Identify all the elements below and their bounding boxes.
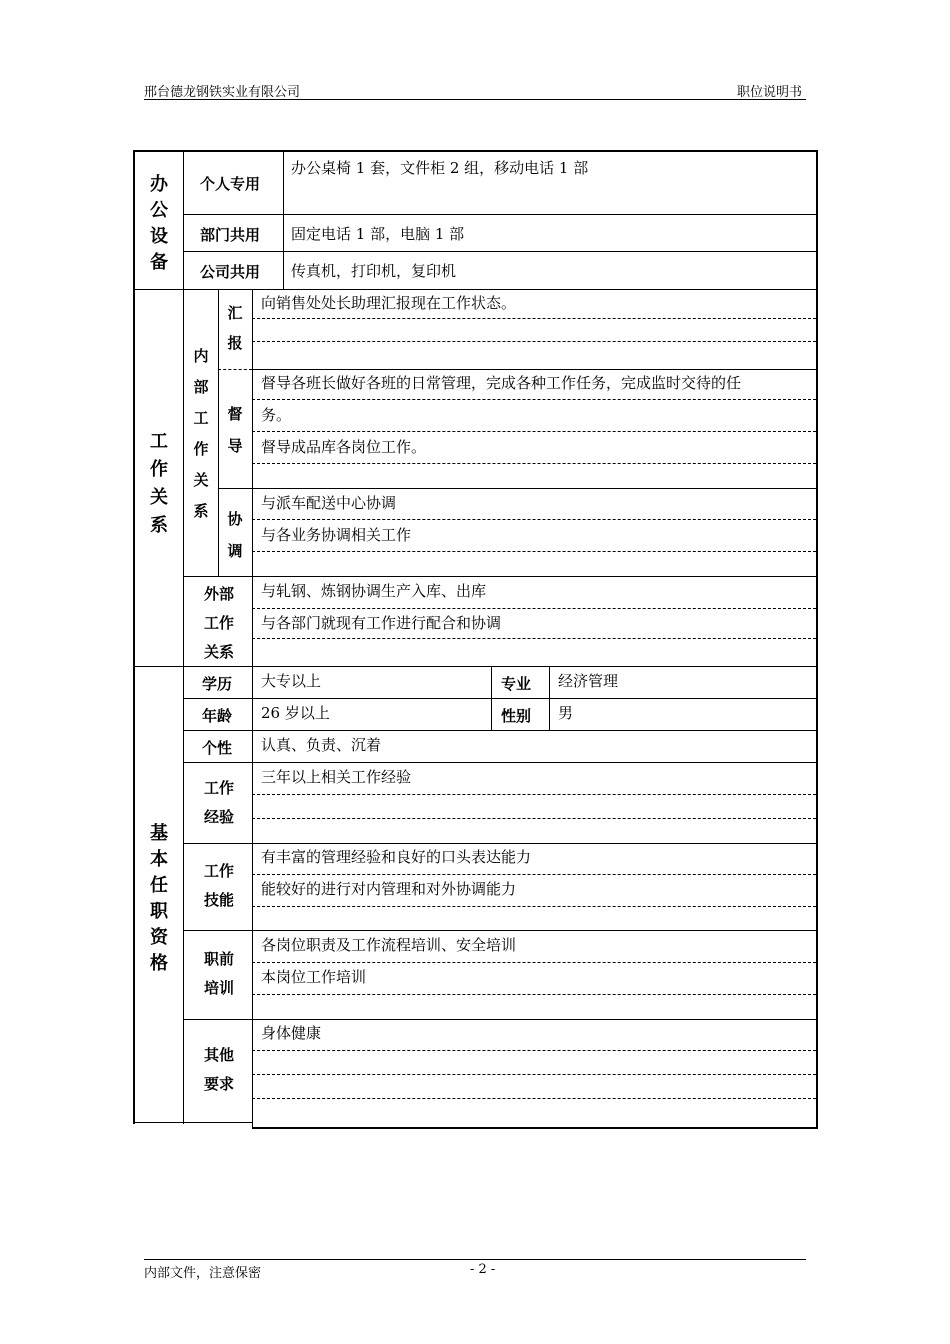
internal-relations-label: 内部工作关系 [193, 347, 209, 520]
report-line-1: 向销售处处长助理汇报现在工作状态。 [261, 294, 517, 312]
skills-label: 工作技能 [203, 862, 234, 909]
personality-label: 个性 [202, 739, 233, 757]
external-line-1: 与轧钢、炼钢协调生产入库、出库 [261, 582, 487, 600]
footer-divider [144, 1259, 806, 1260]
experience-label: 工作经验 [203, 779, 234, 826]
age-label: 年龄 [202, 707, 233, 725]
office-row-personal-value: 办公桌椅 1 套，文件柜 2 组，移动电话 1 部 [291, 159, 589, 177]
skills-line-1: 有丰富的管理经验和良好的口头表达能力 [261, 848, 532, 866]
company-name: 邢台德龙钢铁实业有限公司 [144, 85, 301, 100]
other-requirements-label: 其他要求 [203, 1046, 234, 1093]
personality-value: 认真、负责、沉着 [261, 736, 382, 754]
office-row-company-label: 公司共用 [200, 263, 261, 281]
supervise-line-3: 督导成品库各岗位工作。 [261, 438, 427, 456]
training-line-2: 本岗位工作培训 [261, 968, 367, 986]
major-label: 专业 [501, 675, 532, 693]
major-value: 经济管理 [558, 672, 619, 690]
external-line-2: 与各部门就现有工作进行配合和协调 [261, 614, 502, 632]
supervise-line-2: 务。 [261, 406, 292, 424]
training-line-1: 各岗位职责及工作流程培训、安全培训 [261, 936, 517, 954]
header-divider [144, 99, 806, 100]
section-label-office: 办公设备 [150, 174, 168, 273]
training-label: 职前培训 [203, 950, 234, 997]
office-row-company-value: 传真机，打印机，复印机 [291, 262, 457, 280]
other-line-1: 身体健康 [261, 1024, 322, 1042]
skills-line-2: 能较好的进行对内管理和对外协调能力 [261, 880, 517, 898]
report-label: 汇报 [227, 304, 243, 352]
experience-line-1: 三年以上相关工作经验 [261, 768, 412, 786]
gender-label: 性别 [501, 707, 532, 725]
page-number: - 2 - [470, 1262, 496, 1277]
coordinate-line-2: 与各业务协调相关工作 [261, 526, 412, 544]
office-row-personal-label: 个人专用 [200, 175, 261, 193]
section-label-qualifications: 基本任职资格 [150, 823, 168, 974]
external-relations-label: 外部工作关系 [203, 585, 234, 661]
office-row-department-value: 固定电话 1 部，电脑 1 部 [291, 225, 465, 243]
supervise-label: 督导 [227, 405, 243, 455]
education-label: 学历 [202, 675, 233, 693]
education-value: 大专以上 [261, 672, 322, 690]
supervise-line-1: 督导各班长做好各班的日常管理，完成各种工作任务，完成监时交待的任 [261, 374, 742, 392]
section-label-relations: 工作关系 [150, 431, 168, 536]
confidential-note: 内部文件，注意保密 [144, 1266, 262, 1281]
coordinate-label: 协调 [227, 510, 243, 560]
age-value: 26 岁以上 [261, 704, 330, 722]
coordinate-line-1: 与派车配送中心协调 [261, 494, 397, 512]
document-title: 职位说明书 [737, 85, 803, 100]
gender-value: 男 [558, 704, 574, 722]
office-row-department-label: 部门共用 [200, 226, 261, 244]
